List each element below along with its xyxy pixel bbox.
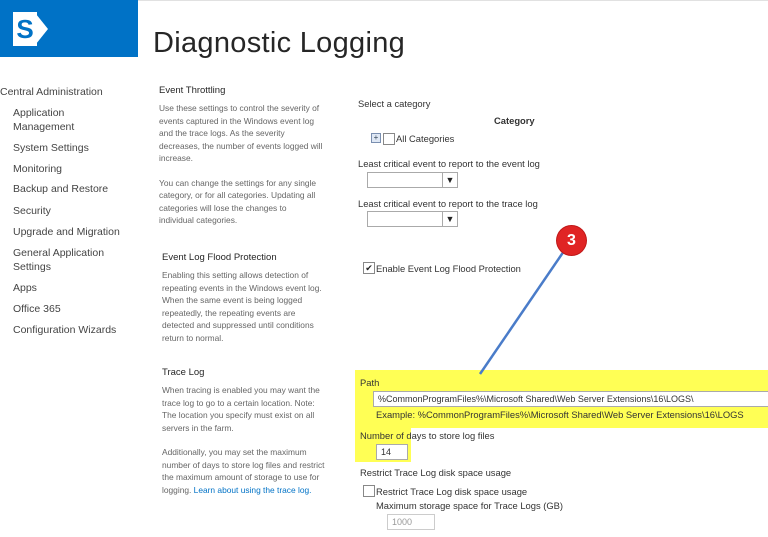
desc-line: return to normal. xyxy=(162,332,224,343)
days-input[interactable]: 14 xyxy=(376,444,408,460)
flood-protection-checkbox[interactable]: ✔ xyxy=(363,262,375,274)
chevron-down-icon[interactable]: ▼ xyxy=(442,212,457,226)
nav-security[interactable]: Security xyxy=(13,205,51,217)
nav-general-application-settings[interactable]: General Application xyxy=(13,247,105,259)
nav-monitoring[interactable]: Monitoring xyxy=(13,163,63,175)
flood-protection-label: Enable Event Log Flood Protection xyxy=(376,263,521,274)
select-category-label: Select a category xyxy=(358,98,431,109)
nav-system-settings[interactable]: System Settings xyxy=(13,142,89,154)
desc-line: You can change the settings for any single xyxy=(159,177,317,188)
desc-line: Enabling this setting allows detection of xyxy=(162,270,309,280)
desc-line: Additionally, you may set the maximum xyxy=(162,447,307,457)
desc-line: The location you specify must exist on all xyxy=(162,410,315,420)
trace-log-help-link[interactable]: Learn about using the trace log. xyxy=(193,484,312,495)
desc-line: number of days to store log files and restrict xyxy=(162,459,325,470)
desc-line: categories will lose the changes to xyxy=(159,202,287,213)
chevron-down-icon[interactable]: ▼ xyxy=(442,173,457,187)
trace-log-heading: Trace Log xyxy=(162,367,205,378)
annotation-arrow-line xyxy=(480,251,564,374)
desc-line: repeating events in the Windows event log. xyxy=(162,282,322,293)
plus-expand-icon[interactable]: + xyxy=(371,133,381,143)
page-title: Diagnostic Logging xyxy=(153,27,406,59)
all-categories-label: All Categories xyxy=(396,133,455,144)
nav-central-administration[interactable]: Central Administration xyxy=(0,86,103,98)
nav-upgrade-migration[interactable]: Upgrade and Migration xyxy=(13,226,120,238)
nav-office-365[interactable]: Office 365 xyxy=(13,303,61,315)
trace-log-level-label: Least critical event to report to the trace log xyxy=(358,198,538,209)
nav-application-management-line2[interactable]: Management xyxy=(13,121,75,133)
restrict-disk-label: Restrict Trace Log disk space usage xyxy=(376,486,528,497)
desc-line: When the same event is being logged xyxy=(162,295,303,305)
desc-line: increase. xyxy=(159,153,193,163)
max-storage-input[interactable]: 1000 xyxy=(387,514,435,530)
restrict-heading: Restrict Trace Log disk space usage xyxy=(360,467,512,478)
annotation-badge: 3 xyxy=(557,226,586,255)
flood-protection-heading: Event Log Flood Protection xyxy=(162,252,277,263)
nav-configuration-wizards[interactable]: Configuration Wizards xyxy=(13,324,117,336)
category-column-header: Category xyxy=(494,115,535,126)
path-example: Example: %CommonProgramFiles%\Microsoft Shared\Web Server Extensions\16\LOGS xyxy=(376,409,744,420)
desc-line: category, or for all categories. Updating all xyxy=(159,190,316,200)
desc-line: When tracing is enabled you may want the xyxy=(162,385,320,395)
nav-apps[interactable]: Apps xyxy=(13,282,37,294)
max-storage-label: Maximum storage space for Trace Logs (GB) xyxy=(376,500,564,511)
desc-line: detected and suppressed until conditions xyxy=(162,320,314,330)
nav-application-management[interactable]: Application xyxy=(13,107,65,119)
desc-line: decreases, the number of events logged will xyxy=(159,140,323,151)
event-log-level-label: Least critical event to report to the event log xyxy=(358,158,540,169)
desc-line: repeatedly, the repeating events are xyxy=(162,307,296,318)
desc-line: and the trace logs. As the severity xyxy=(159,128,285,138)
desc-text: logging. xyxy=(162,484,192,495)
event-throttling-heading: Event Throttling xyxy=(159,85,226,96)
desc-line: the maximum amount of storage to use for xyxy=(162,472,320,482)
desc-line: individual categories. xyxy=(159,215,238,225)
desc-line: servers in the farm. xyxy=(162,422,234,433)
nav-backup-restore[interactable]: Backup and Restore xyxy=(13,183,109,195)
nav-general-application-settings-line2[interactable]: Settings xyxy=(13,261,51,273)
desc-line: events captured in the Windows event log xyxy=(159,115,315,126)
path-label: Path xyxy=(360,377,380,388)
desc-line: Use these settings to control the severity of xyxy=(159,103,320,113)
path-input[interactable]: %CommonProgramFiles%\Microsoft Shared\Web Server Extensions\16\LOGS\ xyxy=(373,391,768,407)
desc-line: trace log to go to a certain location. Note: xyxy=(162,397,315,408)
days-label: Number of days to store log files xyxy=(360,430,495,441)
sharepoint-s-icon: S xyxy=(13,12,37,46)
